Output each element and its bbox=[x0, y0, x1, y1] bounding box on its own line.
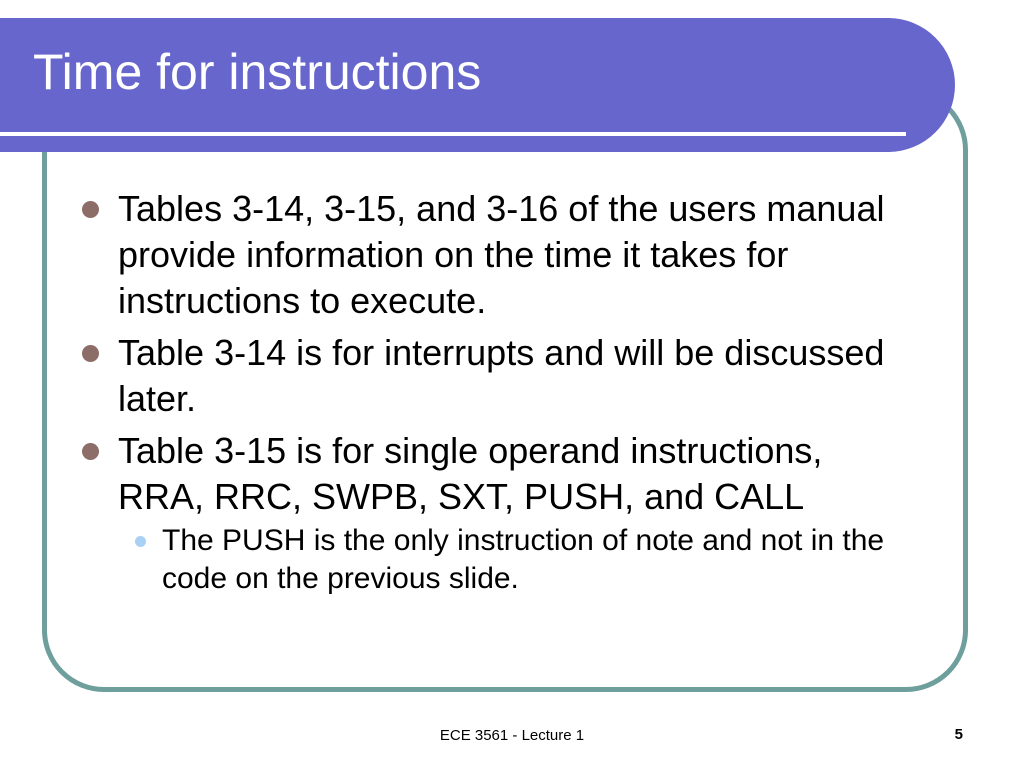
bullet-dot-icon bbox=[82, 345, 99, 362]
bullet-list bbox=[80, 186, 900, 604]
bullet-item bbox=[80, 186, 900, 324]
bullet-text: Tables 3-14, 3-15, and 3-16 of the users manual provide information on the time it takes for instructions to execute. bbox=[118, 188, 885, 321]
footer-label: ECE 3561 - Lecture 1 bbox=[439, 727, 585, 744]
bullet-dot-icon bbox=[82, 201, 99, 218]
bullet-dot-icon bbox=[82, 443, 99, 460]
sub-bullet-text: The PUSH is the only instruction of note and not in the code on the previous slide. bbox=[162, 524, 885, 595]
bullet-item bbox=[80, 428, 900, 598]
bullet-text: Table 3-14 is for interrupts and will be discussed later. bbox=[118, 332, 885, 419]
title-rule bbox=[0, 132, 906, 136]
bullet-text: Table 3-15 is for single operand instructions, RRA, RRC, SWPB, SXT, PUSH, and CALL bbox=[118, 430, 823, 517]
bullet-item bbox=[80, 330, 900, 422]
sub-bullet-list bbox=[118, 522, 900, 598]
sub-bullet-dot-icon bbox=[135, 536, 146, 547]
sub-bullet-item bbox=[118, 522, 900, 598]
slide-number: 5 bbox=[954, 726, 963, 743]
slide-title: Time for instructions bbox=[33, 44, 482, 100]
